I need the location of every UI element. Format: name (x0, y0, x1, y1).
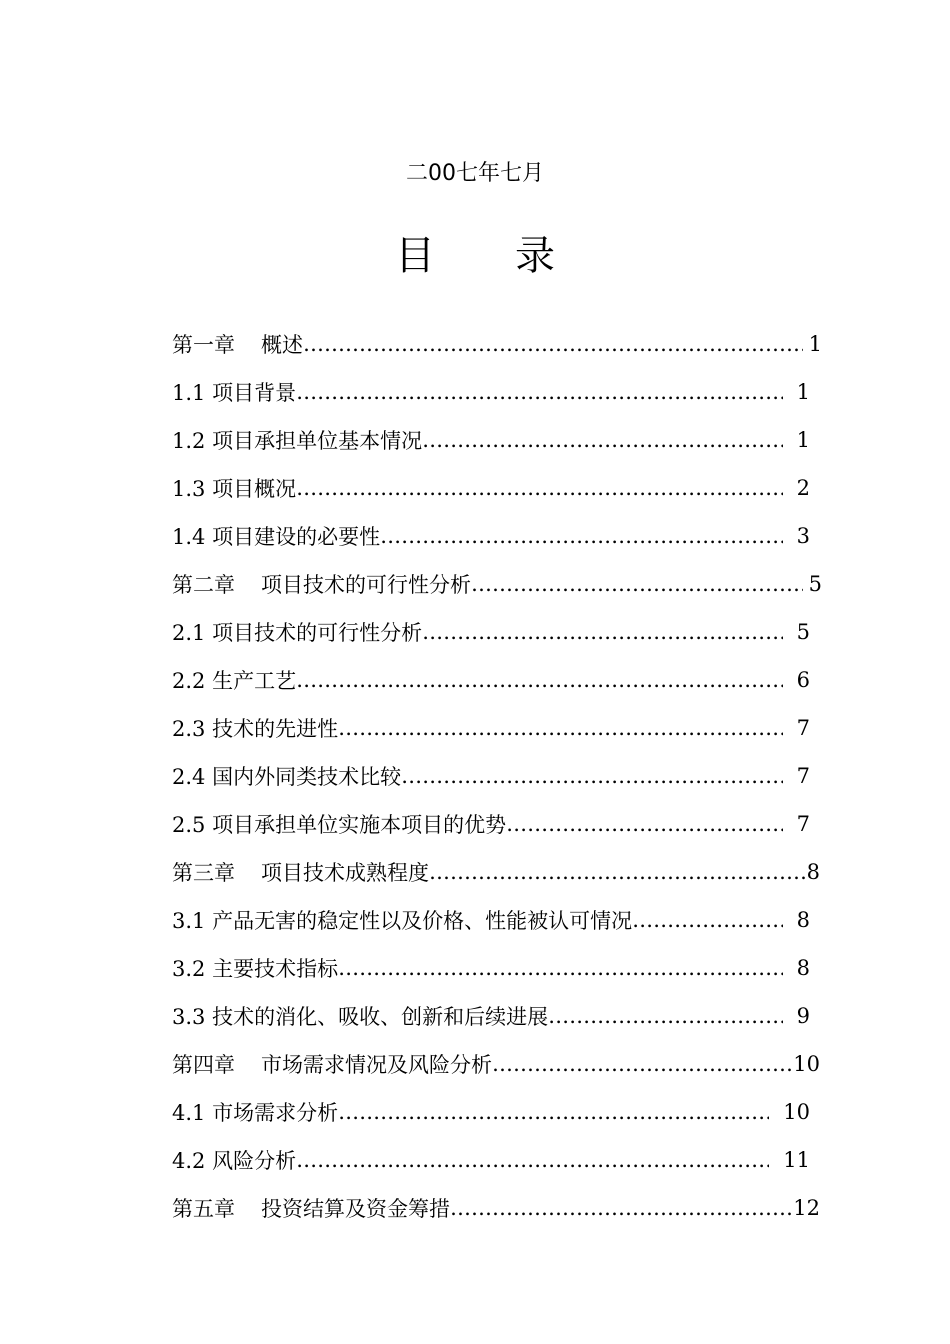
toc-section-entry[interactable] (172, 368, 832, 416)
toc-entry-title: 项目概况 (212, 477, 297, 501)
toc-chapter-entry[interactable] (172, 560, 832, 608)
toc-entry-label (172, 809, 506, 839)
toc-entry-label (172, 1193, 450, 1223)
toc-page-number: 10 (793, 1052, 820, 1076)
toc-entry-title: 主要技术指标 (212, 957, 339, 981)
toc-page-number: 7 (796, 812, 810, 836)
toc-page-number: 5 (796, 620, 810, 644)
toc-page-number: 12 (793, 1196, 820, 1220)
toc-entry-title: 项目技术的可行性分析 (261, 573, 471, 597)
toc-leader-dots (548, 1004, 783, 1028)
toc-entry-number: 2.2 (172, 669, 206, 693)
toc-entry-number: 3.1 (172, 909, 206, 933)
toc-entry-title: 风险分析 (212, 1149, 297, 1173)
toc-chapter-entry[interactable] (172, 1184, 832, 1232)
toc-entry-number: 2.4 (172, 765, 206, 789)
toc-heading (0, 228, 950, 284)
toc-entry-title: 国内外同类技术比较 (212, 765, 402, 789)
toc-page-number: 1 (796, 428, 810, 452)
toc-entry-number: 1.1 (172, 381, 206, 405)
toc-entry-label (172, 761, 401, 791)
toc-leader-dots (422, 620, 783, 644)
toc-leader-dots (450, 1196, 793, 1220)
toc-entry-number: 3.3 (172, 1005, 206, 1029)
toc-entry-number: 1.3 (172, 477, 206, 501)
toc-entry-title: 市场需求分析 (212, 1101, 339, 1125)
toc-entry-title: 概述 (261, 333, 303, 357)
toc-entry-number: 4.1 (172, 1101, 206, 1125)
toc-entry-label (172, 953, 338, 983)
toc-entry-label (172, 1097, 338, 1127)
toc-leader-dots (296, 668, 783, 692)
toc-entry-label (172, 1049, 492, 1079)
toc-leader-dots (506, 812, 783, 836)
toc-entry-number: 2.1 (172, 621, 206, 645)
toc-entry-label (172, 617, 422, 647)
toc-entry-title: 项目技术成熟程度 (261, 861, 429, 885)
document-date: 二00七年七月 (406, 161, 544, 186)
toc-leader-dots (429, 860, 807, 884)
toc-section-entry[interactable] (172, 464, 832, 512)
toc-page-number: 8 (796, 908, 810, 932)
toc-entry-number: 2.5 (172, 813, 206, 837)
toc-entry-number: 4.2 (172, 1149, 206, 1173)
toc-entry-title: 项目背景 (212, 381, 297, 405)
toc-heading-right: 录 (515, 233, 555, 279)
toc-section-entry[interactable] (172, 416, 832, 464)
toc-entry-number: 第一章 (172, 333, 235, 357)
toc-entry-label (172, 569, 471, 599)
table-of-contents (172, 320, 832, 1232)
toc-section-entry[interactable] (172, 896, 832, 944)
toc-entry-title: 产品无害的稳定性以及价格、性能被认可情况 (212, 909, 633, 933)
toc-section-entry[interactable] (172, 752, 832, 800)
toc-entry-title: 技术的消化、吸收、创新和后续进展 (212, 1005, 549, 1029)
toc-entry-label (172, 665, 296, 695)
toc-entry-number: 第二章 (172, 573, 235, 597)
toc-section-entry[interactable] (172, 1088, 832, 1136)
toc-leader-dots (296, 1148, 769, 1172)
toc-page-number: 3 (796, 524, 810, 548)
toc-entry-label (172, 1145, 296, 1175)
toc-entry-number: 第四章 (172, 1053, 235, 1077)
toc-entry-label (172, 377, 296, 407)
toc-entry-number: 第三章 (172, 861, 235, 885)
toc-page-number: 1 (796, 380, 810, 404)
toc-section-entry[interactable] (172, 944, 832, 992)
toc-entry-number: 2.3 (172, 717, 206, 741)
toc-entry-number: 第五章 (172, 1197, 235, 1221)
toc-leader-dots (492, 1052, 793, 1076)
toc-page-number: 8 (806, 860, 820, 884)
toc-page-number: 9 (796, 1004, 810, 1028)
toc-section-entry[interactable] (172, 800, 832, 848)
toc-page-number: 1 (808, 332, 822, 356)
toc-section-entry[interactable] (172, 656, 832, 704)
toc-leader-dots (303, 332, 803, 356)
toc-leader-dots (338, 956, 783, 980)
toc-section-entry[interactable] (172, 704, 832, 752)
toc-entry-title: 市场需求情况及风险分析 (261, 1053, 492, 1077)
toc-page-number: 2 (796, 476, 810, 500)
toc-entry-number: 1.4 (172, 525, 206, 549)
toc-entry-label (172, 329, 303, 359)
toc-section-entry[interactable] (172, 1136, 832, 1184)
toc-leader-dots (296, 476, 783, 500)
toc-entry-number: 3.2 (172, 957, 206, 981)
toc-leader-dots (338, 716, 783, 740)
toc-leader-dots (296, 380, 783, 404)
toc-entry-label (172, 1001, 548, 1031)
toc-leader-dots (401, 764, 783, 788)
toc-section-entry[interactable] (172, 512, 832, 560)
toc-entry-label (172, 521, 380, 551)
toc-entry-number: 1.2 (172, 429, 206, 453)
toc-entry-label (172, 857, 429, 887)
toc-entry-title: 生产工艺 (212, 669, 297, 693)
toc-heading-left: 目 (395, 233, 435, 279)
toc-entry-title: 项目技术的可行性分析 (212, 621, 423, 645)
toc-entry-title: 项目承担单位实施本项目的优势 (212, 813, 507, 837)
toc-entry-label (172, 473, 296, 503)
toc-entry-title: 项目承担单位基本情况 (212, 429, 423, 453)
toc-leader-dots (422, 428, 783, 452)
toc-leader-dots (380, 524, 783, 548)
toc-page-number: 11 (783, 1148, 810, 1172)
toc-section-entry[interactable] (172, 608, 832, 656)
toc-page-number: 6 (796, 668, 810, 692)
toc-page-number: 10 (783, 1100, 810, 1124)
toc-leader-dots (338, 1100, 769, 1124)
toc-page-number: 8 (796, 956, 810, 980)
toc-leader-dots (471, 572, 803, 596)
toc-entry-label (172, 905, 632, 935)
toc-entry-label (172, 425, 422, 455)
toc-entry-title: 投资结算及资金筹措 (261, 1197, 450, 1221)
toc-page-number: 5 (808, 572, 822, 596)
toc-page-number: 7 (796, 764, 810, 788)
toc-chapter-entry[interactable] (172, 320, 832, 368)
toc-entry-label (172, 713, 338, 743)
toc-section-entry[interactable] (172, 992, 832, 1040)
toc-page-number: 7 (796, 716, 810, 740)
toc-chapter-entry[interactable] (172, 848, 832, 896)
toc-chapter-entry[interactable] (172, 1040, 832, 1088)
toc-leader-dots (632, 908, 783, 932)
toc-entry-title: 项目建设的必要性 (212, 525, 381, 549)
toc-entry-title: 技术的先进性 (212, 717, 339, 741)
